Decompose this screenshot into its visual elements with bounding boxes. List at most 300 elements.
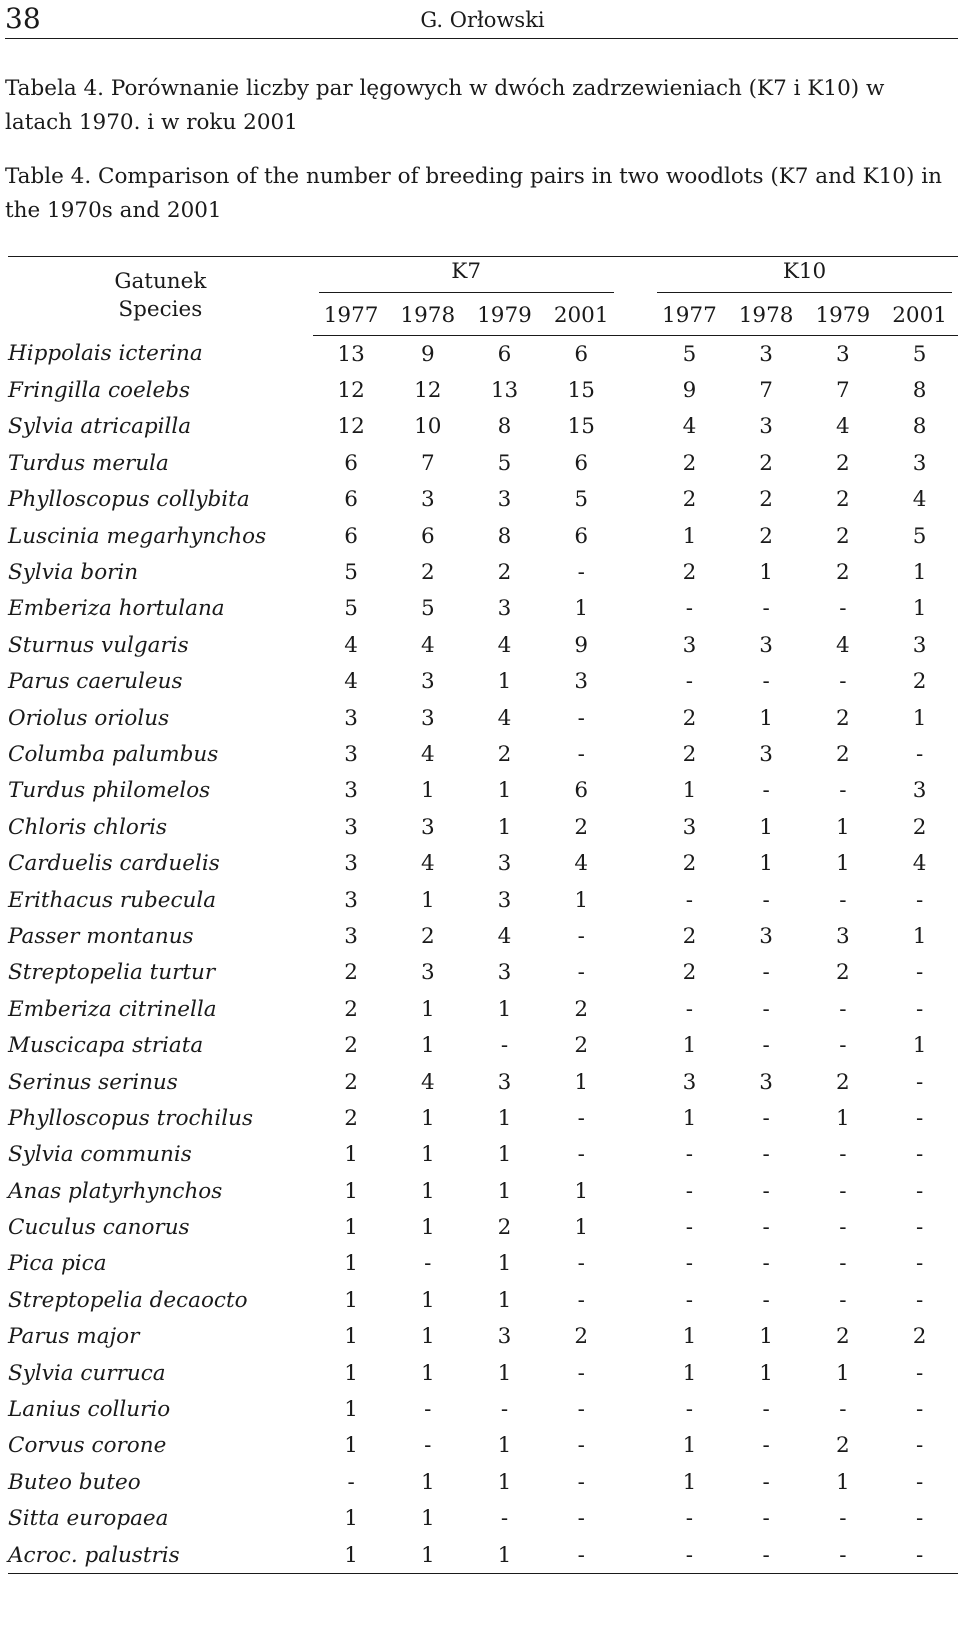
k7-count: 2 (497, 741, 512, 767)
k10-count: - (762, 1033, 770, 1059)
table-row (8, 627, 958, 663)
k10-count: - (915, 1142, 924, 1168)
k7-count: - (577, 960, 585, 986)
k7-count: 1 (420, 1178, 435, 1204)
table-row (8, 1246, 958, 1282)
k7-count: 1 (574, 887, 589, 913)
k7-count: 1 (344, 1433, 358, 1459)
k7-count: 3 (344, 814, 358, 840)
k7-count: 10 (414, 414, 442, 440)
k10-count: - (915, 1251, 924, 1277)
group-gap (620, 1173, 652, 1209)
k10-count: 1 (682, 1360, 697, 1386)
table-row (8, 1355, 958, 1391)
group-gap (620, 295, 652, 336)
k7-count: 3 (344, 851, 358, 877)
species-name: Parus caeruleus (8, 669, 183, 695)
k7-count: - (577, 1287, 585, 1313)
k7-count: 1 (574, 596, 589, 622)
k10-count: - (651, 1537, 728, 1574)
table-row (8, 991, 958, 1027)
k10-count: 2 (682, 960, 697, 986)
table-row (8, 1501, 958, 1537)
k10-count: - (839, 1033, 847, 1059)
k7-count: 1 (497, 814, 512, 840)
year-header: 1978 (389, 295, 466, 336)
species-name: Cuculus canorus (8, 1215, 190, 1241)
species-name: Parus major (8, 1324, 140, 1350)
k7-count: 1 (497, 1105, 512, 1131)
k7-count: - (577, 741, 585, 767)
k10-count: - (762, 1287, 770, 1313)
k7-count: 1 (497, 1360, 512, 1386)
k7-count: 1 (344, 1506, 358, 1532)
k7-count: 2 (574, 1033, 589, 1059)
k10-count: - (762, 960, 770, 986)
k10-count: 4 (835, 414, 850, 440)
k7-count: 5 (420, 596, 435, 622)
k7-count: - (577, 1251, 585, 1277)
group-header-k10 (651, 257, 958, 296)
k10-count: 1 (759, 1324, 773, 1350)
group-gap (620, 845, 652, 881)
species-name: Columba palumbus (8, 741, 219, 767)
k10-count: 5 (912, 523, 927, 549)
table-row (8, 1391, 958, 1427)
k10-count: - (685, 887, 694, 913)
k7-count: 3 (344, 741, 358, 767)
k7-count: 3 (574, 669, 589, 695)
k10-count: - (839, 996, 847, 1022)
k7-count: 5 (574, 487, 589, 513)
k10-count: - (915, 1287, 924, 1313)
k7-count: 6 (574, 778, 589, 804)
k10-count: 3 (682, 814, 697, 840)
k7-count: - (577, 1469, 585, 1495)
k7-count: 3 (420, 960, 435, 986)
k10-count: - (685, 1287, 694, 1313)
k7-count: 6 (344, 523, 358, 549)
k10-count: - (915, 996, 924, 1022)
table-row (8, 372, 958, 408)
table-row (8, 882, 958, 918)
k10-count: 2 (835, 523, 850, 549)
k10-count: 2 (835, 487, 850, 513)
k7-count: 15 (567, 414, 595, 440)
group-gap (620, 591, 652, 627)
k10-count: 3 (835, 923, 850, 949)
k10-count: 2 (759, 450, 773, 476)
species-name: Luscinia megarhynchos (8, 523, 267, 549)
table-caption-english: Table 4. Comparison of the number of breeding pairs in two woodlots (K7 and K10) in the 1970s and 2001 (5, 164, 942, 223)
k10-count: 2 (912, 669, 927, 695)
k10-count: 3 (912, 450, 927, 476)
k7-count: 1 (420, 1287, 435, 1313)
k7-count: 6 (497, 341, 512, 367)
k7-count: 1 (420, 1506, 435, 1532)
group-gap (620, 991, 652, 1027)
group-label-k10: K10 (657, 259, 952, 293)
k10-count: 3 (835, 341, 850, 367)
k10-count: 2 (682, 705, 697, 731)
k10-count: - (762, 1506, 770, 1532)
species-name: Streptopelia turtur (8, 960, 216, 986)
k10-count: 2 (835, 1324, 850, 1350)
k10-count: 2 (835, 705, 850, 731)
k7-count: 2 (344, 960, 358, 986)
k7-count: 1 (344, 1251, 358, 1277)
k10-count: - (762, 1251, 770, 1277)
k10-count: 1 (912, 705, 927, 731)
k7-count: 6 (420, 523, 435, 549)
k7-count: 5 (344, 596, 358, 622)
k10-count: 2 (759, 523, 773, 549)
k7-count: 4 (497, 632, 512, 658)
k7-count: 8 (497, 523, 512, 549)
k10-count: - (685, 596, 694, 622)
group-label-k7: K7 (319, 259, 614, 293)
k7-count: - (500, 1506, 509, 1532)
k7-count: 3 (497, 1324, 512, 1350)
k7-count: 1 (420, 887, 435, 913)
header-rule (5, 38, 958, 39)
k10-count: 1 (759, 851, 773, 877)
table-row (8, 700, 958, 736)
k7-count: 1 (344, 1397, 358, 1423)
k7-count: 2 (497, 560, 512, 586)
k7-count: 1 (420, 1324, 435, 1350)
group-gap (620, 1064, 652, 1100)
table-row (8, 1428, 958, 1464)
k10-count: - (915, 1433, 924, 1459)
k10-count: - (915, 1506, 924, 1532)
k7-count: 4 (420, 1069, 435, 1095)
k7-count: 8 (497, 414, 512, 440)
k7-count: 1 (574, 1215, 589, 1241)
k7-count: 1 (389, 1537, 466, 1574)
group-gap (620, 773, 652, 809)
k10-count: 1 (835, 814, 850, 840)
k7-count: 1 (497, 1178, 512, 1204)
group-gap (620, 809, 652, 845)
species-name: Muscicapa striata (8, 1033, 204, 1059)
k10-count: - (839, 887, 847, 913)
group-gap (620, 918, 652, 954)
k10-count: - (839, 1397, 847, 1423)
k10-count: 2 (835, 741, 850, 767)
k7-count: 3 (420, 487, 435, 513)
k10-count: 2 (682, 560, 697, 586)
k7-count: 3 (497, 487, 512, 513)
k7-count: 1 (497, 1251, 512, 1277)
k7-count: - (543, 1537, 620, 1574)
species-name: Hippolais icterina (8, 341, 203, 367)
k10-count: - (915, 1469, 924, 1495)
table-row (8, 591, 958, 627)
group-gap (620, 482, 652, 518)
k7-count: 3 (344, 778, 358, 804)
k10-count: 2 (912, 814, 927, 840)
k10-count: 7 (835, 378, 850, 404)
table-row (8, 1319, 958, 1355)
k10-count: - (915, 1397, 924, 1423)
k10-count: 3 (759, 632, 773, 658)
table-row (8, 1027, 958, 1063)
k7-count: 6 (344, 450, 358, 476)
k10-count: 4 (912, 487, 927, 513)
year-header: 1979 (466, 295, 543, 336)
k10-count: - (685, 669, 694, 695)
k10-count: - (685, 1142, 694, 1168)
k7-count: 1 (344, 1178, 358, 1204)
k7-count: 1 (420, 1215, 435, 1241)
k10-count: 1 (682, 1105, 697, 1131)
species-name: Emberiza hortulana (8, 596, 225, 622)
group-gap (620, 1391, 652, 1427)
group-gap (620, 664, 652, 700)
species-column-header (8, 257, 313, 336)
k10-count: 4 (682, 414, 697, 440)
k10-count: 8 (912, 378, 927, 404)
k7-count: 6 (574, 523, 589, 549)
table-row (8, 1209, 958, 1245)
k7-count: - (577, 1142, 585, 1168)
group-gap (620, 1100, 652, 1136)
k10-count: - (915, 1215, 924, 1241)
k7-count: 1 (497, 1142, 512, 1168)
group-gap (620, 1209, 652, 1245)
species-name: Emberiza citrinella (8, 996, 217, 1022)
group-gap (620, 1282, 652, 1318)
k7-count: 3 (344, 705, 358, 731)
k7-count: 2 (420, 560, 435, 586)
species-name: Passer montanus (8, 923, 194, 949)
species-name: Anas platyrhynchos (8, 1178, 223, 1204)
k10-count: 8 (912, 414, 927, 440)
k10-count: - (839, 1287, 847, 1313)
k10-count: 1 (759, 814, 773, 840)
k7-count: 4 (574, 851, 589, 877)
k10-count: 1 (912, 596, 927, 622)
group-gap (620, 1355, 652, 1391)
species-name: Phylloscopus trochilus (8, 1105, 254, 1131)
k7-count: 4 (420, 851, 435, 877)
k10-count: - (762, 1469, 770, 1495)
k7-count: 1 (420, 1360, 435, 1386)
k7-count: 1 (497, 778, 512, 804)
year-header: 2001 (543, 295, 620, 336)
table-row (8, 736, 958, 772)
group-gap (620, 1246, 652, 1282)
k7-count: 12 (337, 414, 365, 440)
table-row (8, 336, 958, 373)
k7-count: 4 (497, 923, 512, 949)
k10-count: 5 (682, 341, 697, 367)
k10-count: 2 (835, 1433, 850, 1459)
k10-count: - (839, 596, 847, 622)
k7-count: 9 (574, 632, 589, 658)
species-name: Erithacus rubecula (8, 887, 217, 913)
k7-count: 1 (420, 1033, 435, 1059)
k7-count: 1 (497, 1287, 512, 1313)
group-gap (620, 627, 652, 663)
k10-count: - (839, 778, 847, 804)
k10-count: 1 (682, 1433, 697, 1459)
species-name: Pica pica (8, 1251, 107, 1277)
k7-count: 1 (420, 1105, 435, 1131)
group-gap (620, 372, 652, 408)
k10-count: 2 (682, 923, 697, 949)
group-gap (620, 1319, 652, 1355)
k10-count: - (915, 1360, 924, 1386)
k7-count: 1 (497, 1433, 512, 1459)
k10-count: - (881, 1537, 958, 1574)
k7-count: 1 (313, 1537, 390, 1574)
k7-count: 1 (497, 669, 512, 695)
table-row (8, 1464, 958, 1500)
k10-count: 1 (912, 560, 927, 586)
k7-count: 12 (337, 378, 365, 404)
k10-count: 2 (682, 450, 697, 476)
k7-count: - (577, 1433, 585, 1459)
k7-count: 1 (344, 1287, 358, 1313)
k7-count: 2 (344, 1105, 358, 1131)
k7-count: 3 (497, 960, 512, 986)
k10-count: - (762, 1397, 770, 1423)
k7-count: 13 (337, 341, 365, 367)
k7-count: 3 (344, 887, 358, 913)
k10-count: - (762, 1142, 770, 1168)
group-gap (620, 409, 652, 445)
k7-count: 2 (420, 923, 435, 949)
table-caption-polish: Tabela 4. Porównanie liczby par lęgowych w dwóch zadrzewieniach (K7 i K10) w latach 1970. i w roku 2001 (5, 76, 885, 135)
species-header-polish: Gatunek (114, 269, 207, 295)
k10-count: 1 (835, 1360, 850, 1386)
k7-count: 5 (344, 560, 358, 586)
year-header: 1977 (651, 295, 728, 336)
k10-count: 2 (682, 851, 697, 877)
breeding-pairs-table (8, 256, 958, 1574)
table-body (8, 336, 958, 1574)
page-header (5, 0, 960, 40)
k7-count: 2 (574, 814, 589, 840)
k7-count: - (577, 560, 585, 586)
k7-count: 1 (344, 1324, 358, 1350)
k7-count: 1 (497, 996, 512, 1022)
k7-count: 3 (497, 596, 512, 622)
k10-count: - (685, 1215, 694, 1241)
table-row (8, 409, 958, 445)
k10-count: 7 (759, 378, 773, 404)
k7-count: 3 (420, 814, 435, 840)
k7-count: 1 (574, 1069, 589, 1095)
species-name: Turdus philomelos (8, 778, 211, 804)
k7-count: 2 (497, 1215, 512, 1241)
k7-count: - (577, 1105, 585, 1131)
k7-count: - (577, 1397, 585, 1423)
k7-count: 1 (420, 778, 435, 804)
k7-count: 6 (344, 487, 358, 513)
page-number: 38 (5, 2, 41, 35)
k7-count: - (577, 1506, 585, 1532)
k10-count: - (762, 596, 770, 622)
k10-count: - (915, 1178, 924, 1204)
k10-count: 1 (682, 1033, 697, 1059)
table-row (8, 955, 958, 991)
group-gap (620, 1027, 652, 1063)
k7-count: - (424, 1433, 432, 1459)
k10-count: - (685, 996, 694, 1022)
k10-count: - (915, 1069, 924, 1095)
group-gap (620, 1137, 652, 1173)
species-name: Sylvia communis (8, 1142, 192, 1168)
k7-count: 1 (466, 1537, 543, 1574)
k10-count: 1 (682, 778, 697, 804)
k7-count: 2 (574, 1324, 589, 1350)
k7-count: 2 (574, 996, 589, 1022)
k10-count: 5 (912, 341, 927, 367)
year-header: 2001 (881, 295, 958, 336)
k7-count: 4 (420, 741, 435, 767)
group-gap (620, 736, 652, 772)
k10-count: 1 (835, 1469, 850, 1495)
k10-count: 1 (912, 1033, 927, 1059)
k7-count: 2 (344, 996, 358, 1022)
k7-count: 4 (344, 669, 358, 695)
k10-count: - (728, 1537, 805, 1574)
table-row (8, 1537, 958, 1574)
k10-count: - (915, 887, 924, 913)
k10-count: - (762, 1215, 770, 1241)
table-row (8, 1100, 958, 1136)
k10-count: 3 (912, 632, 927, 658)
group-gap (620, 882, 652, 918)
k10-count: 1 (682, 1469, 697, 1495)
group-gap (620, 336, 652, 373)
k7-count: 1 (344, 1360, 358, 1386)
k10-count: 3 (759, 923, 773, 949)
group-gap (620, 518, 652, 554)
k10-count: - (762, 1105, 770, 1131)
data-table (8, 256, 958, 1574)
group-gap (620, 1537, 652, 1574)
k7-count: 6 (574, 341, 589, 367)
group-gap (620, 955, 652, 991)
k10-count: - (915, 741, 924, 767)
k7-count: - (577, 1360, 585, 1386)
species-name: Oriolus oriolus (8, 705, 170, 731)
k10-count: 3 (759, 1069, 773, 1095)
k7-count: 1 (344, 1215, 358, 1241)
species-name: Sitta europaea (8, 1506, 169, 1532)
table-row (8, 773, 958, 809)
k10-count: - (685, 1178, 694, 1204)
k10-count: 2 (835, 450, 850, 476)
group-gap (620, 1464, 652, 1500)
k10-count: 3 (682, 632, 697, 658)
k10-count: 1 (835, 851, 850, 877)
table-row (8, 809, 958, 845)
species-name: Acroc. palustris (8, 1537, 313, 1574)
k7-count: 7 (420, 450, 435, 476)
k7-count: 4 (497, 705, 512, 731)
species-name: Phylloscopus collybita (8, 487, 250, 513)
table-row (8, 482, 958, 518)
species-name: Corvus corone (8, 1433, 167, 1459)
k7-count: 3 (497, 851, 512, 877)
k10-count: 2 (759, 487, 773, 513)
table-row (8, 445, 958, 481)
